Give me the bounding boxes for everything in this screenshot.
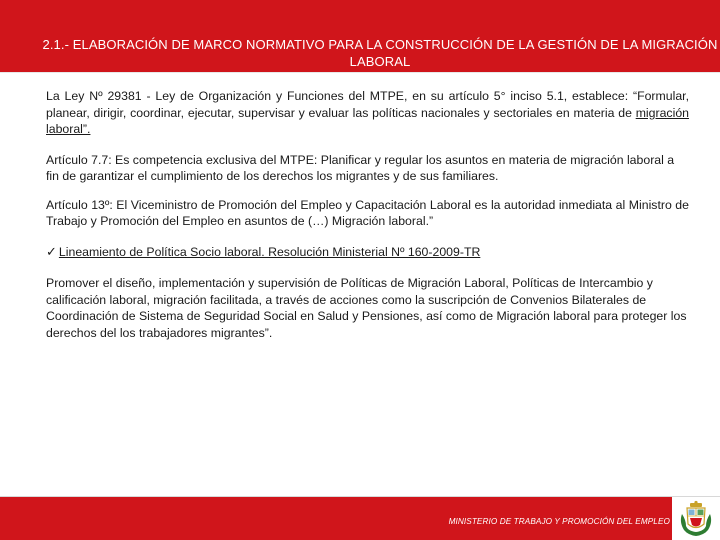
emblem-container xyxy=(672,497,720,540)
peru-coat-of-arms-icon xyxy=(678,500,714,537)
footer-ministry-name: MINISTERIO DE TRABAJO Y PROMOCIÓN DEL EMPLEO xyxy=(448,517,670,526)
paragraph-articulo-7-7: Artículo 7.7: Es competencia exclusiva del MTPE: Planificar y regular los asuntos en materia de migración laboral a fin de garantizar el cumplimiento de los derechos los migrantes y de sus familiares. xyxy=(46,152,675,183)
checklist-item-label: Lineamiento de Política Socio laboral. Resolución Ministerial Nº 160-2009-TR xyxy=(58,244,481,259)
slide-content xyxy=(46,88,689,353)
paragraph-promover: Promover el diseño, implementación y supervisión de Políticas de Migración Laboral, Políticas de Intercambio y calificación laboral, migración facilitada, a través de acciones como la suscripción de Convenios Bilaterales de Coordinación de Sistema de Seguridad Social en Salud y Pensiones, así como de Migración laboral para proteger los derechos del los trabajadores migrantes”. xyxy=(46,276,687,340)
header-bar xyxy=(0,0,720,73)
paragraph-ley-29381-underlined: migración laboral”. xyxy=(46,105,689,136)
paragraph-ley-29381-text: La Ley Nº 29381 - Ley de Organización y Funciones del MTPE, en su artículo 5° inciso 5.1, establece: “Formular, planear, dirigir, coordinar, ejecutar, supervisar y evaluar las políticas nacionales y sectoriales en materia de xyxy=(46,89,689,120)
slide-title: 2.1.- ELABORACIÓN DE MARCO NORMATIVO PARA LA CONSTRUCCIÓN DE LA GESTIÓN DE LA MIGRACIÓN LABORAL xyxy=(42,37,718,69)
checklist-item xyxy=(46,244,689,261)
paragraph-articulo-13: Artículo 13º: El Viceministro de Promoción del Empleo y Capacitación Laboral es la autoridad inmediata al Ministro de Trabajo y Promoción del Empleo en asuntos de (…) Migración laboral.” xyxy=(46,197,689,228)
checkmark-icon: ✓ xyxy=(46,243,57,259)
paragraph-ley-29381 xyxy=(46,88,689,138)
